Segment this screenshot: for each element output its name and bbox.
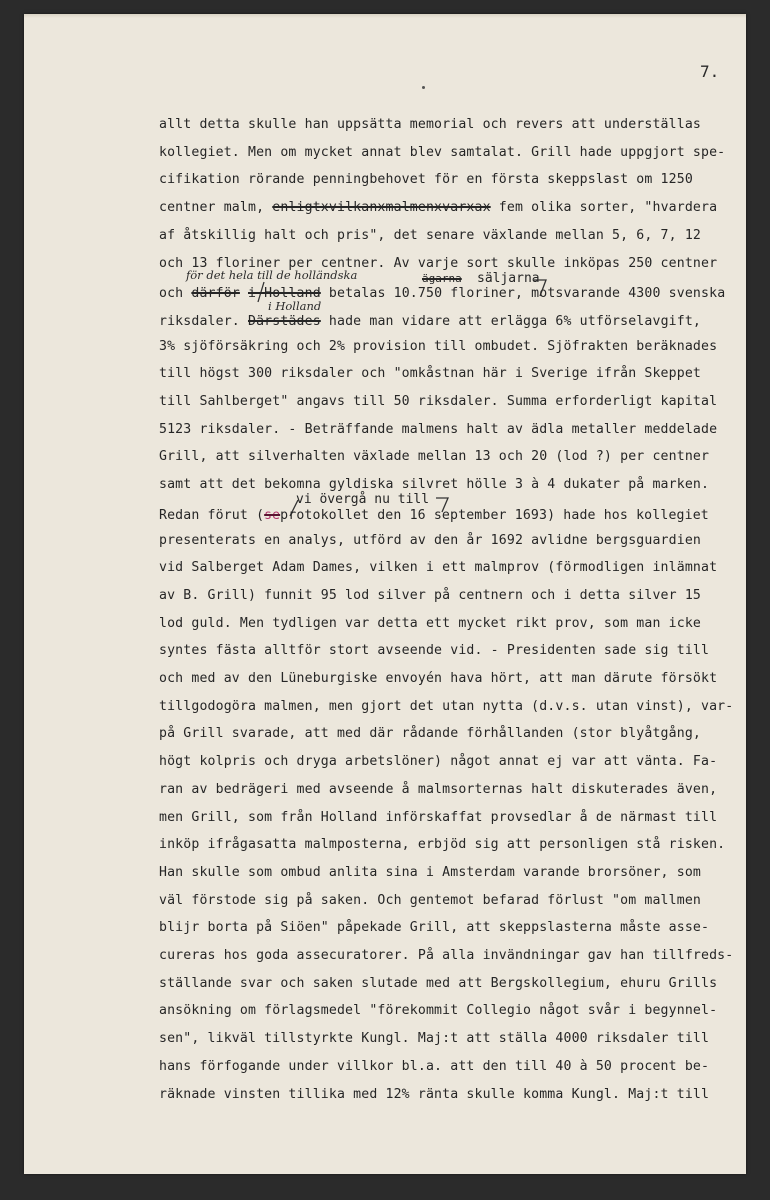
text-line-21: och med av den Lüneburgiske envoyén hava hört, att man därute försökt bbox=[159, 671, 718, 686]
handwritten-insertion: i Holland bbox=[268, 299, 322, 313]
line-text bbox=[240, 286, 248, 301]
text-line-19: lod guld. Men tydligen var detta ett mycket rikt prov, som man icke bbox=[159, 615, 701, 631]
text-line-4 bbox=[159, 200, 717, 215]
text-line-10: till högst 300 riksdaler och "omkåstnan här i Sverige ifrån Skeppet bbox=[159, 366, 701, 382]
text-line-3: cifikation rörande penningbehovet för en första skeppslast om 1250 bbox=[159, 172, 693, 188]
text-line-11: till Sahlberget" angavs till 50 riksdaler. Summa erforderligt kapital bbox=[159, 394, 718, 409]
red-struck-text: se bbox=[264, 508, 281, 523]
text-line-31: cureras hos goda assecuratorer. På alla invändningar gav han tillfreds- bbox=[159, 948, 734, 963]
line-text: Redan förut ( bbox=[159, 508, 265, 523]
line-text: centner malm, bbox=[159, 200, 273, 215]
typed-insertion: vi övergå nu till bbox=[296, 492, 430, 507]
text-line-27: inköp ifrågasatta malmposterna, erbjöd sig att personligen stå risken. bbox=[159, 837, 726, 853]
struck-typed-insertion: ägarna bbox=[422, 272, 462, 285]
struck-text: i Holland bbox=[248, 286, 321, 301]
document-page bbox=[24, 14, 746, 1174]
text-line-20: syntes fästa alltför stort avseende vid. - Presidenten sade sig till bbox=[159, 643, 710, 659]
text-line-5: af åtskillig halt och pris", det senare växlande mellan 5, 6, 7, 12 bbox=[159, 227, 701, 243]
text-line-13: Grill, att silverhalten växlade mellan 13 och 20 (lod ?) per centner bbox=[159, 449, 710, 465]
text-line-16: presenterats en analys, utförd av den år 1692 avlidne bergsguardien bbox=[159, 532, 701, 548]
text-line-24: högt kolpris och dryga arbetslöner) något annat ej var att vänta. Fa- bbox=[159, 754, 718, 770]
text-line-23: på Grill svarade, att med där rådande förhållanden (stor blyåtgång, bbox=[159, 726, 701, 742]
text-line-14: samt att det bekomna gyldiska silvret hölle 3 à 4 dukater på marken. bbox=[159, 477, 710, 493]
page-number: 7. bbox=[700, 62, 720, 81]
text-line-15 bbox=[159, 508, 709, 523]
text-line-1: allt detta skulle han uppsätta memorial och revers att underställas bbox=[159, 117, 701, 132]
line-text: riksdaler. bbox=[159, 314, 248, 329]
struck-text: Därstädes bbox=[248, 314, 321, 329]
text-line-26: men Grill, som från Holland införskaffat provsedlar å de närmast till bbox=[159, 809, 718, 825]
text-line-32: ställande svar och saken slutade med att Bergskollegium, ehuru Grills bbox=[159, 975, 718, 991]
text-line-29: väl förstode sig på saken. Och gentemot befarad förlust "om mallmen bbox=[159, 892, 701, 908]
struck-text: enligtxvilkanxmalmenxvarxax bbox=[272, 200, 491, 215]
text-line-9: 3% sjöförsäkring och 2% provision till ombudet. Sjöfrakten beräknades bbox=[159, 338, 718, 354]
handwritten-insertion: för det hela till de holländska bbox=[186, 268, 358, 282]
text-line-2: kollegiet. Men om mycket annat blev samtalat. Grill hade uppgjort spe- bbox=[159, 144, 726, 160]
text-line-17: vid Salberget Adam Dames, vilken i ett malmprov (förmodligen inlämnat bbox=[159, 560, 718, 576]
line-text: fem olika sorter, "hvardera bbox=[490, 200, 718, 215]
typed-insertion: säljarna bbox=[477, 271, 540, 286]
text-line-7 bbox=[159, 286, 725, 301]
text-line-25: ran av bedrägeri med avseende å malmsorternas halt diskuterades även, bbox=[159, 781, 718, 797]
struck-text: därför bbox=[191, 286, 240, 301]
text-line-36: räknade vinsten tillika med 12% ränta skulle komma Kungl. Maj:t till bbox=[159, 1086, 710, 1102]
text-line-22: tillgodogöra malmen, men gjort det utan nytta (d.v.s. utan vinst), var- bbox=[159, 698, 734, 714]
line-text: betalas 10.750 floriner, motsvarande 4300 svenska bbox=[320, 286, 726, 301]
text-line-28: Han skulle som ombud anlita sina i Amsterdam varande brorsöner, som bbox=[159, 864, 701, 880]
line-text: protokollet den 16 september 1693) hade hos kollegiet bbox=[280, 508, 709, 523]
typed-text-body bbox=[24, 14, 746, 1174]
text-line-30: blijr borta på Siöen" påpekade Grill, att skeppslasterna måste asse- bbox=[159, 920, 710, 936]
text-line-35: hans förfogande under villkor bl.a. att den till 40 à 50 procent be- bbox=[159, 1058, 710, 1074]
text-line-18: av B. Grill) funnit 95 lod silver på centnern och i detta silver 15 bbox=[159, 587, 701, 603]
text-line-8 bbox=[159, 314, 701, 329]
text-line-33: ansökning om förlagsmedel "förekommit Collegio något svår i begynnel- bbox=[159, 1003, 718, 1019]
text-line-6: och 13 floriner per centner. Av varje sort skulle inköpas 250 centner bbox=[159, 255, 718, 271]
line-text: hade man vidare att erlägga 6% utförselavgift, bbox=[320, 314, 702, 329]
line-text: och bbox=[159, 286, 192, 301]
text-line-12: 5123 riksdaler. - Beträffande malmens halt av ädla metaller meddelade bbox=[159, 421, 718, 437]
text-line-34: sen", likväl tillstyrkte Kungl. Maj:t att ställa 4000 riksdaler till bbox=[159, 1031, 710, 1047]
